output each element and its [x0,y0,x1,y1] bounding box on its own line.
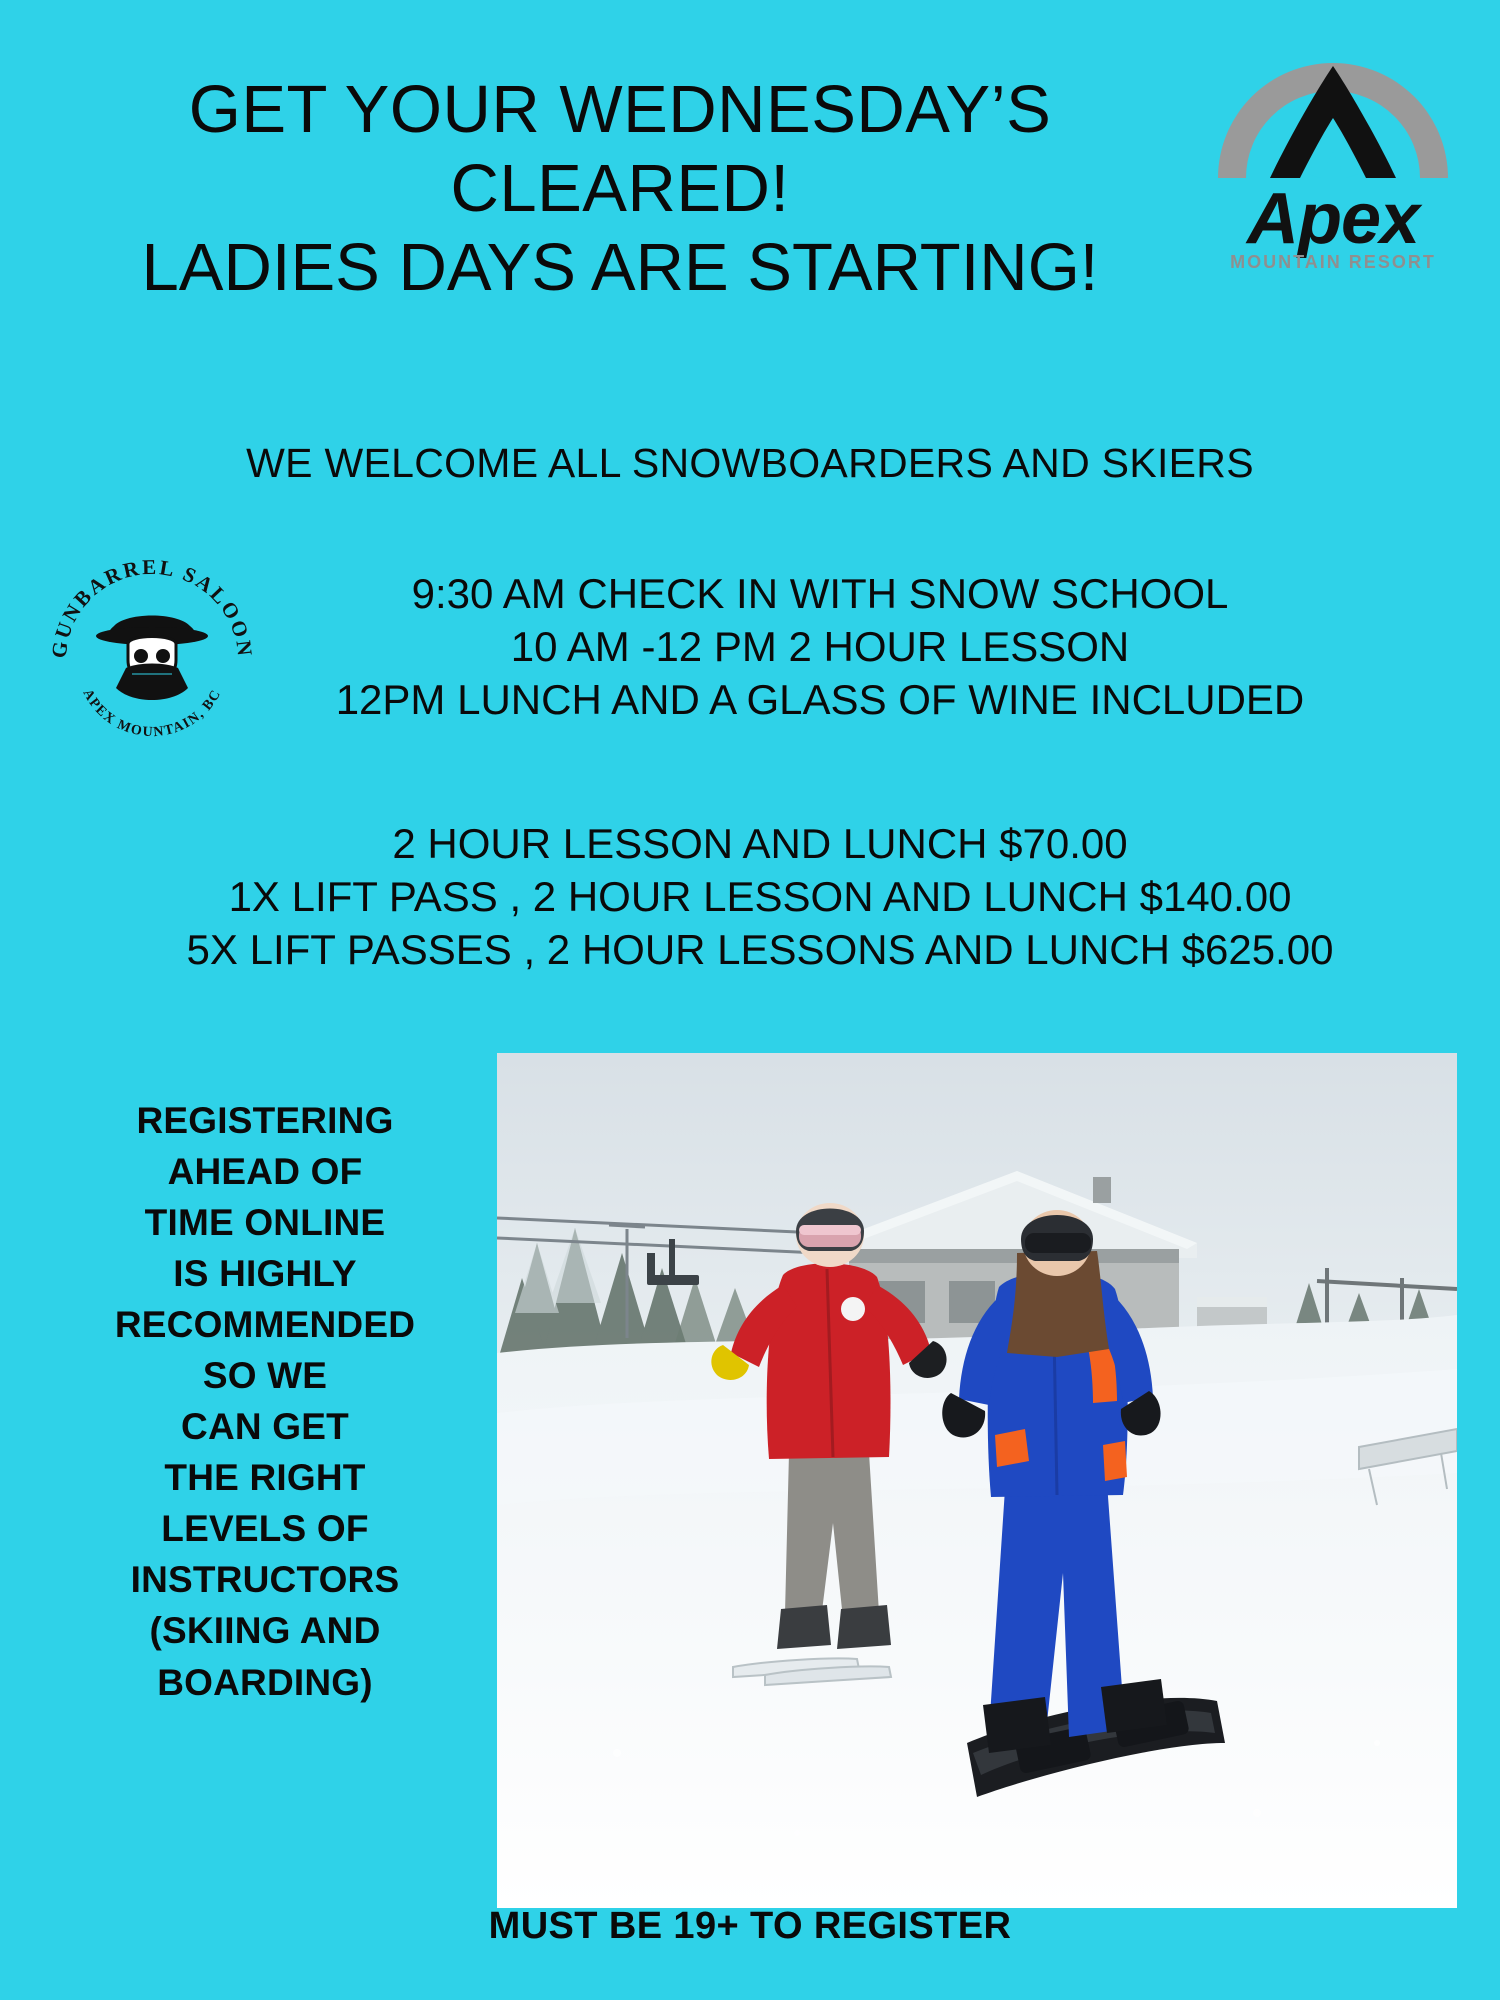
pricing-line-2: 1X LIFT PASS , 2 HOUR LESSON AND LUNCH $140.00 [228,872,1292,920]
registering-line-7: CAN GET [181,1406,349,1448]
headline [60,70,1180,307]
apex-logo [1198,28,1468,288]
footer-note: MUST BE 19+ TO REGISTER [488,1905,1012,1947]
registering-line-2: AHEAD OF [167,1151,363,1193]
saloon-bottom-text: APEX MOUNTAIN, BC [79,686,225,741]
saloon-top-text: GUNBARREL SALOON [46,554,258,660]
registering-line-12: BOARDING) [157,1661,373,1703]
headline-line-2: CLEARED! [450,151,790,227]
schedule-line-2: 10 AM -12 PM 2 HOUR LESSON [510,622,1130,670]
pricing-line-3: 5X LIFT PASSES , 2 HOUR LESSONS AND LUNCH $625.00 [186,925,1334,973]
pricing-block [70,818,1450,977]
pricing-line-1: 2 HOUR LESSON AND LUNCH $70.00 [392,820,1128,867]
gunbarrel-saloon-logo [42,548,262,768]
registering-note [45,1095,485,1708]
welcome-line: WE WELCOME ALL SNOWBOARDERS AND SKIERS [246,440,1254,486]
registering-line-3: TIME ONLINE [144,1202,386,1244]
registering-line-8: THE RIGHT [164,1457,366,1499]
schedule-block [230,568,1410,727]
apex-wordmark: Apex [1246,179,1420,259]
schedule-line-1: 9:30 AM CHECK IN WITH SNOW SCHOOL [411,570,1229,617]
saloon-skull-icon [96,616,208,701]
schedule-line-3: 12PM LUNCH AND A GLASS OF WINE INCLUDED [335,675,1305,723]
registering-line-9: LEVELS OF [161,1508,369,1550]
headline-line-1: GET YOUR WEDNESDAY’S [188,72,1052,147]
registering-line-1: REGISTERING [136,1100,394,1141]
registering-line-10: INSTRUCTORS [130,1559,400,1601]
headline-line-3: LADIES DAYS ARE STARTING! [141,230,1099,306]
registering-line-6: SO WE [202,1355,328,1397]
registering-line-5: RECOMMENDED [114,1304,416,1346]
registering-line-4: IS HIGHLY [173,1253,357,1295]
apex-tagline: MOUNTAIN RESORT [1230,252,1436,272]
registering-line-11: (SKIING AND [149,1610,381,1652]
lesson-photo [497,1053,1457,1908]
